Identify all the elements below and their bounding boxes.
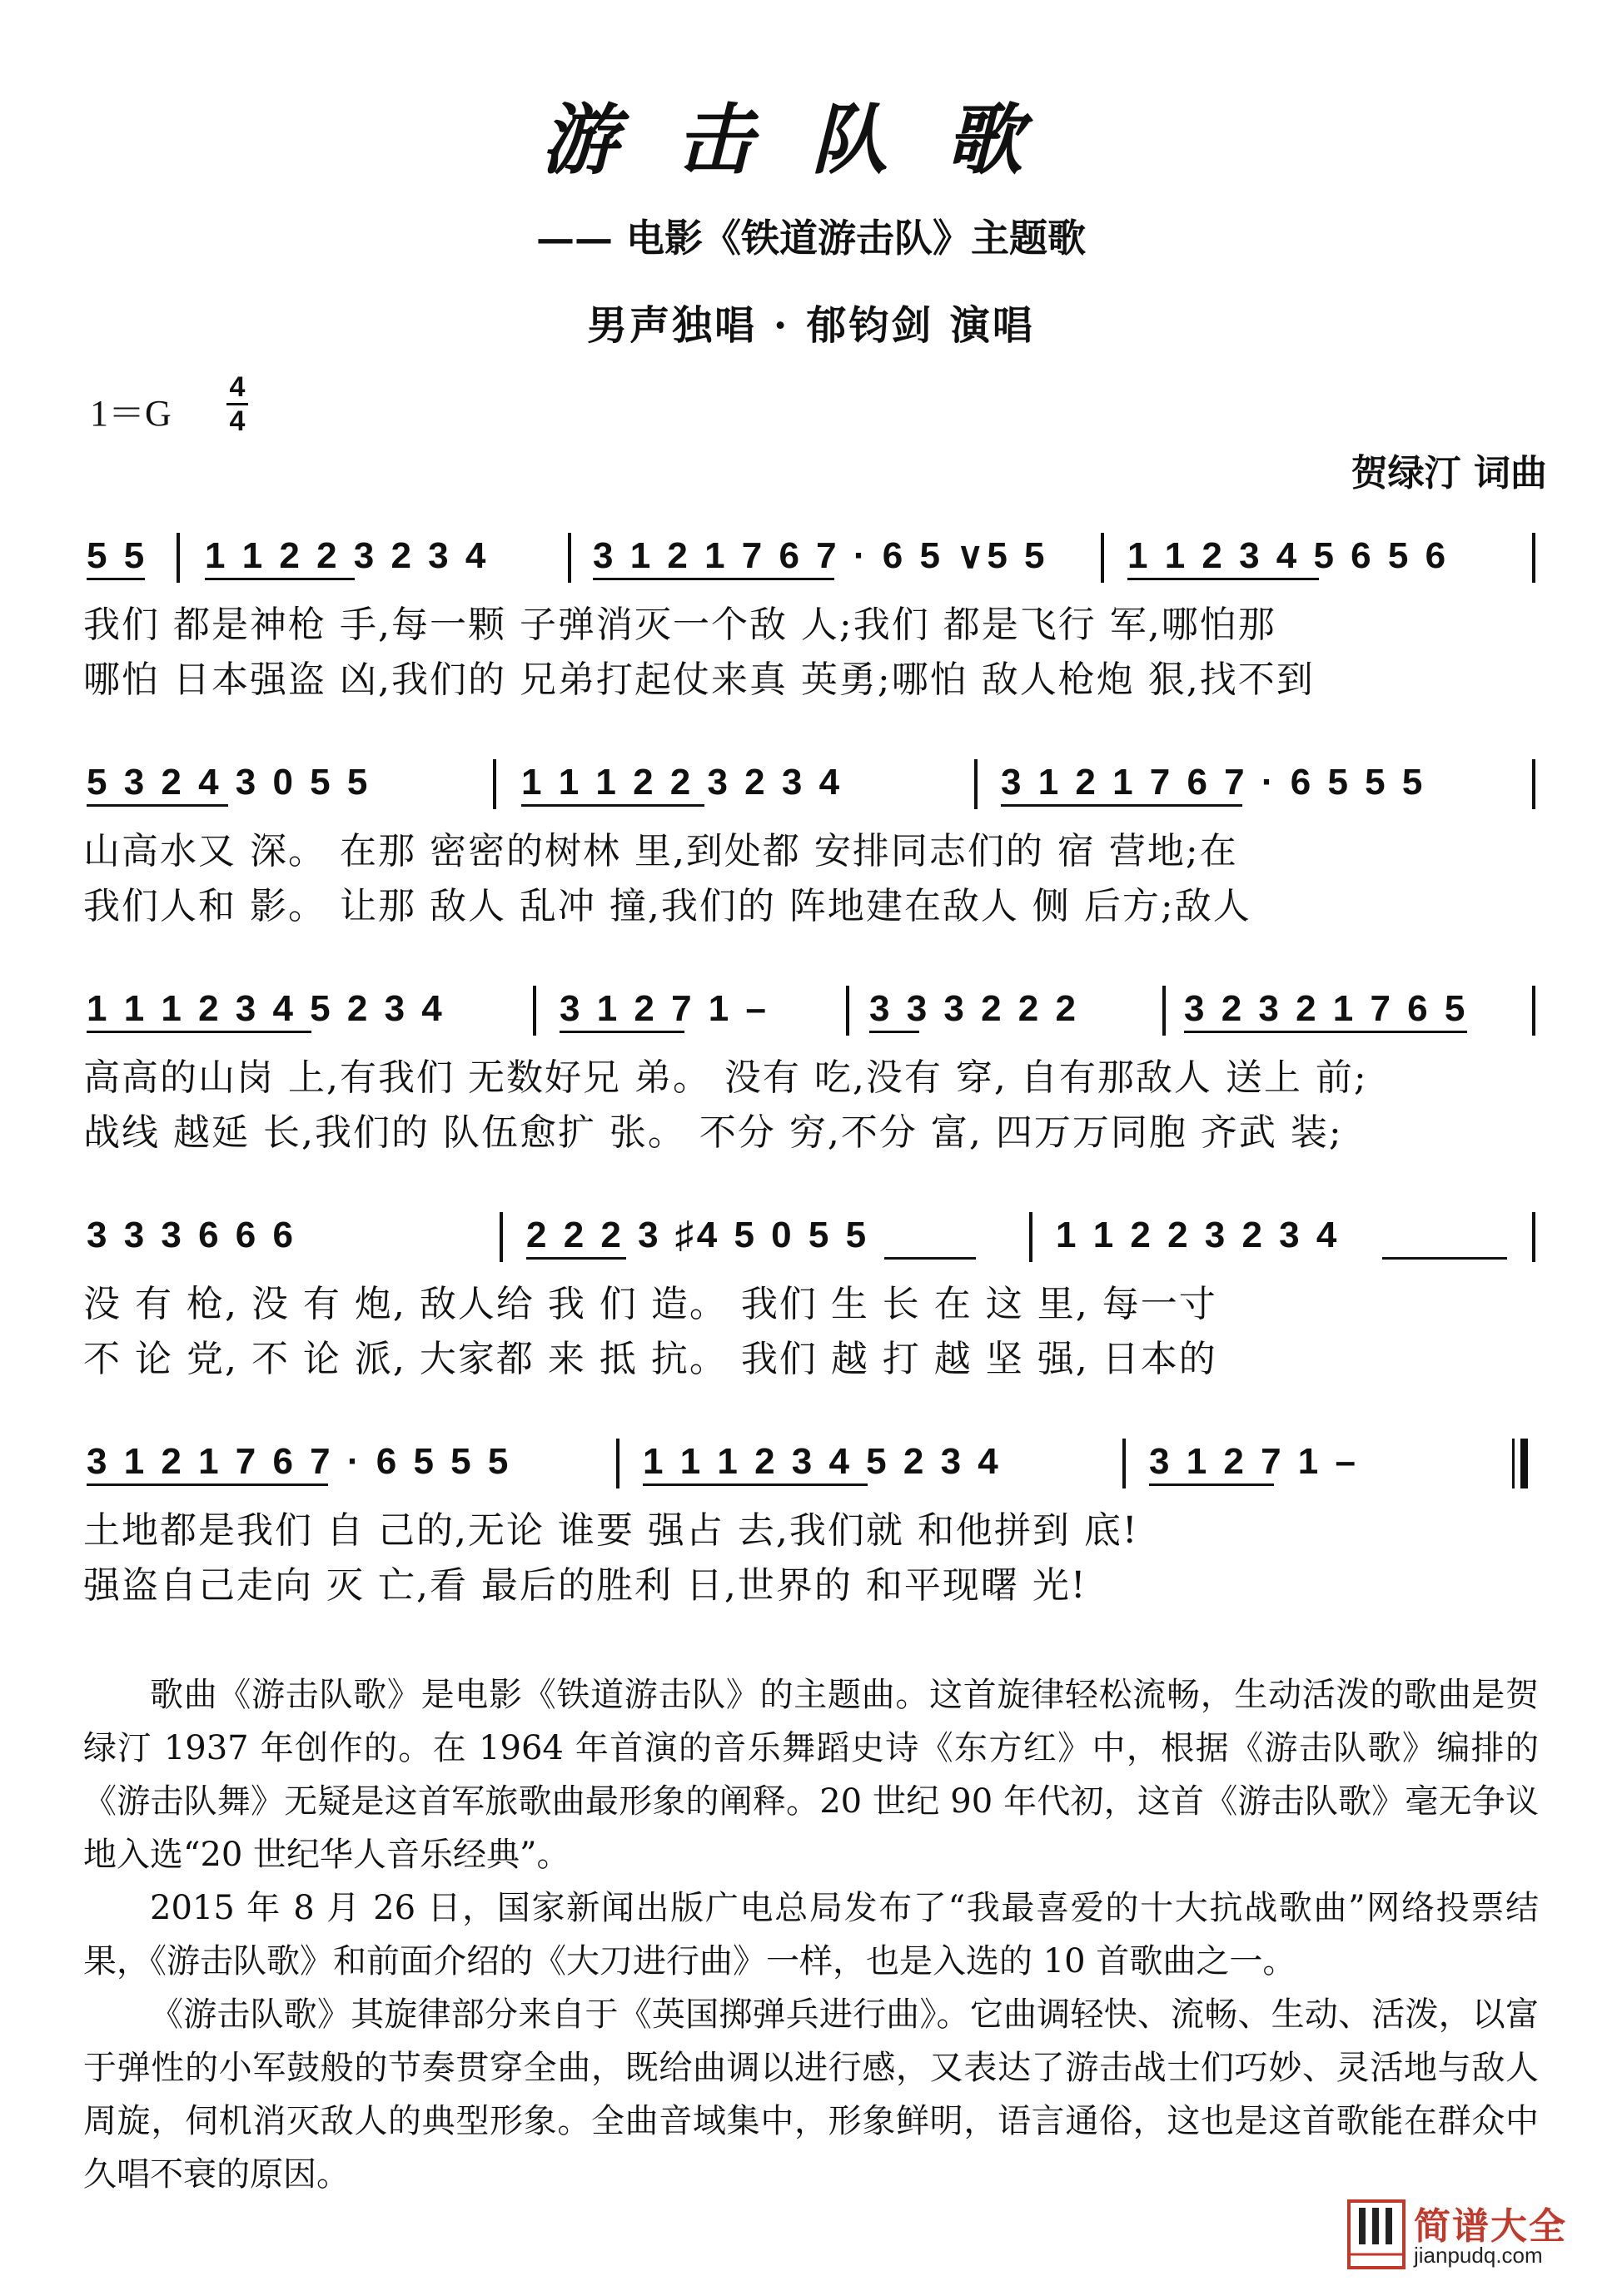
notation-line: [83, 976, 1549, 1042]
underline: [593, 578, 834, 580]
barline: [1532, 533, 1535, 583]
underline: [1001, 804, 1242, 807]
measure: 3 1 2 7 1 –: [560, 988, 769, 1029]
underline: [87, 1031, 311, 1033]
paragraph: 2015 年 8 月 26 日，国家新闻出版广电总局发布了“我最喜爱的十大抗战歌曲”网络投票结果，《游击队歌》和前面介绍的《大刀进行曲》一样，也是入选的 10 首歌曲之一。: [83, 1889, 1539, 1980]
score-system-2: [83, 749, 1549, 941]
measure: 3 1 2 7 1 –: [1149, 1441, 1359, 1482]
final-barline-thick: [1520, 1439, 1528, 1488]
measure: 1 1 2 2 3 2 3 4: [1056, 1215, 1341, 1255]
measure: 1 1 1 2 2 3 2 3 4: [521, 762, 843, 803]
barline: [568, 533, 571, 583]
measure: 3 1 2 1 7 6 7 · 6 5 5 5: [1001, 762, 1426, 803]
score-system-5: [83, 1429, 1549, 1620]
lyrics-verse-1: 山高水又 深。 在那 密密的树林 里,到处都 安排同志们的 宿 营地;在: [83, 830, 1238, 872]
underline: [884, 1257, 976, 1260]
barline: [1532, 1212, 1535, 1262]
underline: [521, 804, 704, 807]
watermark-url: jianpudq.com: [1414, 2243, 1543, 2268]
measure: 1 1 1 2 3 4 5 2 3 4: [643, 1441, 1002, 1482]
score-system-3: [83, 976, 1549, 1167]
measure: 3 3 3 2 2 2: [869, 988, 1079, 1029]
barline: [1029, 1212, 1032, 1262]
barline: [974, 759, 978, 809]
barline: [1162, 986, 1166, 1036]
underline: [87, 578, 145, 580]
paragraph: 歌曲《游击队歌》是电影《铁道游击队》的主题曲。这首旋律轻松流畅，生动活泼的歌曲是贺绿汀 1937 年创作的。在 1964 年首演的音乐舞蹈史诗《东方红》中，根据《游击队歌》编排的《游击队舞》无疑是这首军旅歌曲最形象的阐释。20 世纪 90 年代初，这首《游击队歌》毫无争议地入选“20 世纪华人音乐经典”。: [83, 1676, 1539, 1874]
measure: 3 1 2 1 7 6 7 · 6 5 ∨5 5: [593, 535, 1048, 576]
underline: [1184, 1031, 1467, 1033]
time-signature-bottom: 4: [229, 405, 246, 437]
barline: [500, 1212, 503, 1262]
lyrics-verse-1: 我们 都是神枪 手,每一颗 子弹消灭一个敌 人;我们 都是飞行 军,哪怕那: [83, 604, 1276, 646]
underline: [87, 804, 228, 807]
lyrics-verse-2: 不 论 党, 不 论 派, 大家都 来 抵 抗。 我们 越 打 越 坚 强, 日本的: [83, 1338, 1217, 1380]
measure: 3 1 2 1 7 6 7 · 6 5 5 5: [87, 1441, 512, 1482]
barline: [493, 759, 496, 809]
key-signature: 1＝G: [90, 393, 172, 434]
barline: [1122, 1439, 1126, 1488]
measure: 5 3 2 4 3 0 5 5: [87, 762, 371, 803]
composer-credit: 贺绿汀 词曲: [1351, 452, 1547, 494]
lyrics-verse-2: 哪怕 日本强盗 凶,我们的 兄弟打起仗来真 英勇;哪怕 敌人枪炮 狠,找不到: [83, 658, 1315, 701]
site-watermark: [1347, 2196, 1597, 2273]
song-title: 游击队歌: [540, 95, 1081, 185]
underline: [1382, 1257, 1507, 1260]
measure: 3 2 3 2 1 7 6 5: [1184, 988, 1469, 1029]
piano-logo-icon: [1347, 2199, 1406, 2269]
description-text: [83, 1668, 1539, 2201]
score-system-1: [83, 523, 1549, 714]
barline: [616, 1439, 619, 1488]
lyrics-verse-1: 高高的山岗 上,有我们 无数好兄 弟。 没有 吃,没有 穿, 自有那敌人 送上 前;: [83, 1056, 1368, 1099]
lyrics-verse-2: 战线 越延 长,我们的 队伍愈扩 张。 不分 穷,不分 富, 四万万同胞 齐武 装;: [83, 1111, 1343, 1154]
notation-line: [83, 749, 1549, 816]
underline: [869, 1031, 919, 1033]
watermark-brand: 简谱大全: [1414, 2205, 1567, 2248]
underline: [526, 1257, 626, 1260]
notation-line: [83, 1202, 1549, 1269]
underline: [1127, 578, 1319, 580]
underline: [1149, 1483, 1274, 1486]
notation-line: [83, 523, 1549, 589]
measure: 2 2 2 3 ♯4 5 0 5 5: [526, 1215, 870, 1255]
lyrics-verse-2: 我们人和 影。 让那 敌人 乱冲 撞,我们的 阵地建在敌人 侧 后方;敌人: [83, 885, 1251, 927]
paragraph: 《游击队歌》其旋律部分来自于《英国掷弹兵进行曲》。它曲调轻快、流畅、生动、活泼，以富于弹性的小军鼓般的节奏贯穿全曲，既给曲调以进行感，又表达了游击战士们巧妙、灵活地与敌人周旋，伺机消灭敌人的典型形象。全曲音域集中，形象鲜明，语言通俗，这也是这首歌能在群众中久唱不衰的原因。: [83, 1995, 1539, 2194]
underline: [87, 1483, 328, 1486]
lyrics-verse-1: 没 有 枪, 没 有 炮, 敌人给 我 们 造。 我们 生 长 在 这 里, 每一寸: [83, 1283, 1217, 1325]
score-system-4: [83, 1202, 1549, 1394]
lyrics-verse-1: 土地都是我们 自 己的,无论 谁要 强占 去,我们就 和他拼到 底!: [83, 1509, 1139, 1552]
underline: [560, 1031, 684, 1033]
barline: [1532, 759, 1535, 809]
measure: 1 1 2 3 4 5 6 5 6: [1127, 535, 1450, 576]
final-barline-thin: [1512, 1439, 1515, 1488]
barline: [1532, 986, 1535, 1036]
notation-line: [83, 1429, 1549, 1495]
performer-line: 男声独唱 · 郁钧剑 演唱: [587, 302, 1035, 349]
time-signature: [226, 371, 248, 437]
barline: [533, 986, 536, 1036]
underline: [643, 1483, 868, 1486]
song-subtitle: —— 电影《铁道游击队》主题歌: [535, 216, 1086, 261]
underline: [205, 578, 355, 580]
barline: [177, 533, 180, 583]
time-signature-top: 4: [229, 371, 246, 403]
measure: 1 1 1 2 3 4 5 2 3 4: [87, 988, 445, 1029]
barline: [846, 986, 849, 1036]
lyrics-verse-2: 强盗自己走向 灭 亡,看 最后的胜利 日,世界的 和平现曙 光!: [83, 1564, 1087, 1607]
measure: 5 5: [87, 535, 148, 576]
measure: 1 1 2 2 3 2 3 4: [205, 535, 490, 576]
barline: [1101, 533, 1104, 583]
measure: 3 3 3 6 6 6: [87, 1215, 296, 1255]
